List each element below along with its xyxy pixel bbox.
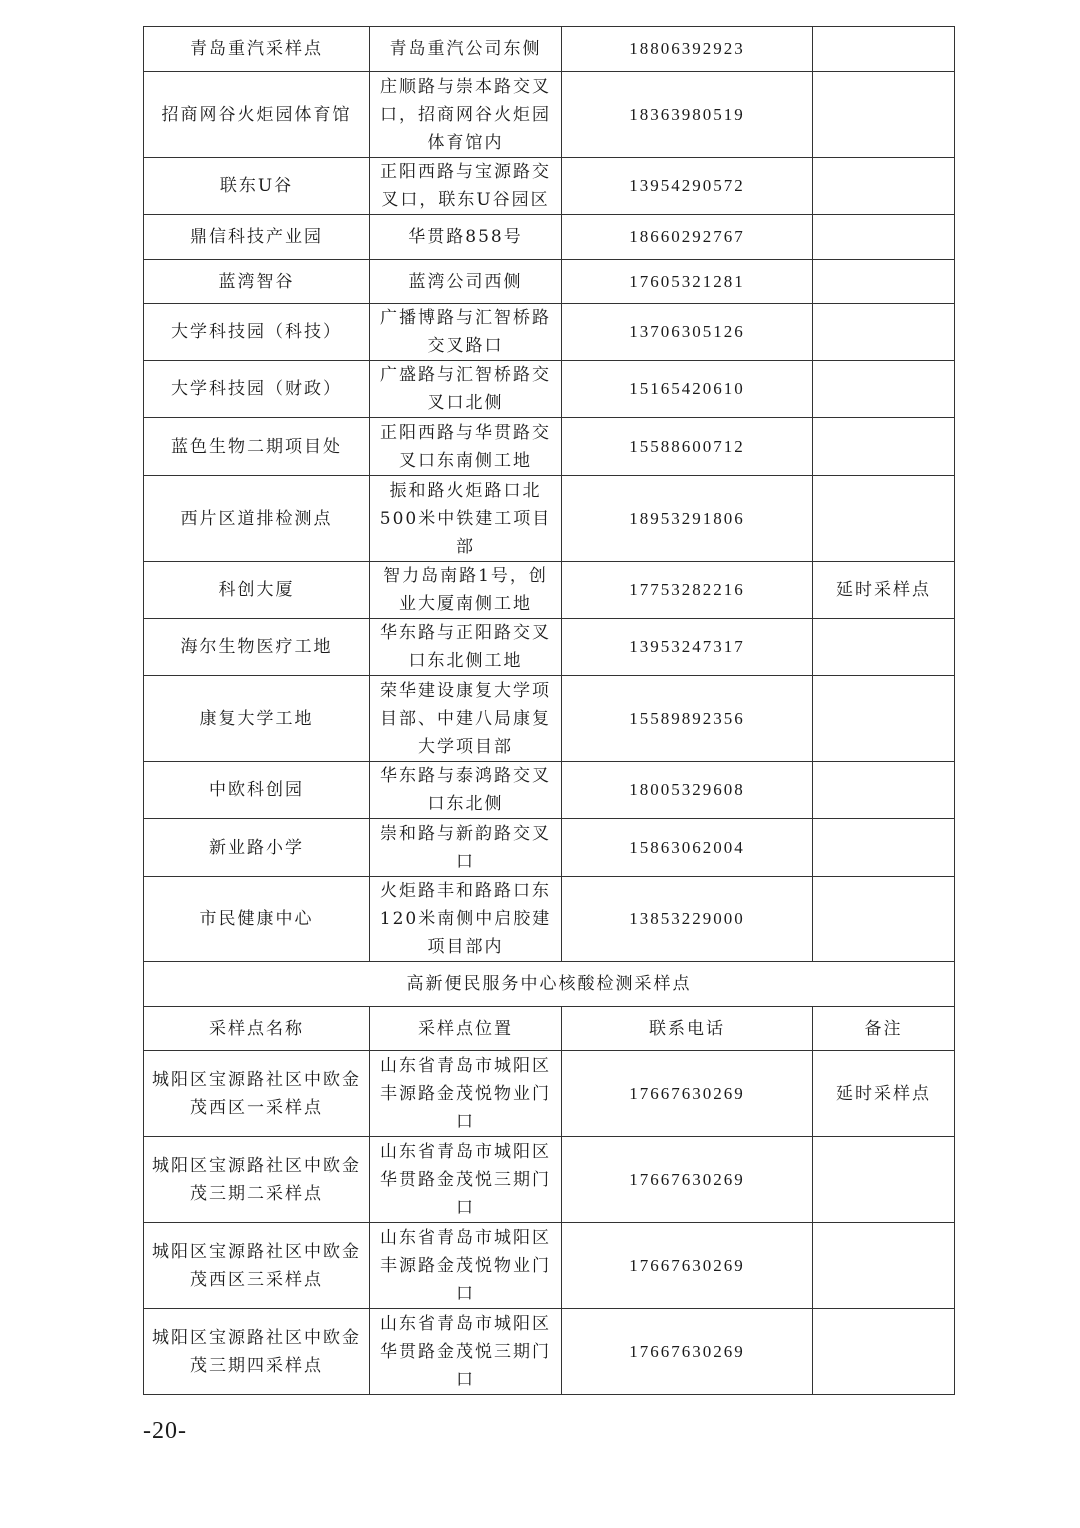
table-row bbox=[144, 1223, 955, 1309]
site-phone: 13853229000 bbox=[562, 877, 813, 962]
site-phone: 15589892356 bbox=[562, 676, 813, 762]
site-note bbox=[813, 158, 955, 215]
site-note bbox=[813, 819, 955, 877]
site-address: 华东路与正阳路交叉口东北侧工地 bbox=[370, 619, 562, 676]
site-note bbox=[813, 877, 955, 962]
site-note: 延时采样点 bbox=[813, 562, 955, 619]
site-note bbox=[813, 260, 955, 304]
site-note bbox=[813, 72, 955, 158]
site-note bbox=[813, 476, 955, 562]
site-note bbox=[813, 619, 955, 676]
site-name: 蓝色生物二期项目处 bbox=[144, 418, 370, 476]
site-name: 中欧科创园 bbox=[144, 762, 370, 819]
site-address: 华贯路858号 bbox=[370, 215, 562, 260]
site-phone: 15863062004 bbox=[562, 819, 813, 877]
site-note bbox=[813, 1223, 955, 1309]
site-phone: 17605321281 bbox=[562, 260, 813, 304]
table-row bbox=[144, 562, 955, 619]
site-name: 海尔生物医疗工地 bbox=[144, 619, 370, 676]
site-name: 联东U谷 bbox=[144, 158, 370, 215]
page-number: -20- bbox=[143, 1418, 187, 1444]
site-phone: 13953247317 bbox=[562, 619, 813, 676]
site-name: 城阳区宝源路社区中欧金茂西区三采样点 bbox=[144, 1223, 370, 1309]
site-address: 火炬路丰和路路口东120米南侧中启胶建项目部内 bbox=[370, 877, 562, 962]
site-address: 正阳西路与华贯路交叉口东南侧工地 bbox=[370, 418, 562, 476]
table-row bbox=[144, 819, 955, 877]
header-address: 采样点位置 bbox=[370, 1007, 562, 1051]
site-name: 招商网谷火炬园体育馆 bbox=[144, 72, 370, 158]
table-row bbox=[144, 158, 955, 215]
site-address: 山东省青岛市城阳区丰源路金茂悦物业门口 bbox=[370, 1051, 562, 1137]
section-title-row bbox=[144, 962, 955, 1007]
site-address: 青岛重汽公司东侧 bbox=[370, 27, 562, 72]
site-phone: 18806392923 bbox=[562, 27, 813, 72]
site-address: 华东路与泰鸿路交叉口东北侧 bbox=[370, 762, 562, 819]
site-note: 延时采样点 bbox=[813, 1051, 955, 1137]
site-name: 大学科技园（财政） bbox=[144, 361, 370, 418]
site-address: 广盛路与汇智桥路交叉口北侧 bbox=[370, 361, 562, 418]
site-note bbox=[813, 361, 955, 418]
site-phone: 17667630269 bbox=[562, 1223, 813, 1309]
site-name: 科创大厦 bbox=[144, 562, 370, 619]
site-note bbox=[813, 215, 955, 260]
table-row bbox=[144, 1051, 955, 1137]
site-phone: 17667630269 bbox=[562, 1309, 813, 1395]
site-name: 市民健康中心 bbox=[144, 877, 370, 962]
section-title: 高新便民服务中心核酸检测采样点 bbox=[144, 962, 955, 1007]
table-row bbox=[144, 476, 955, 562]
header-note: 备注 bbox=[813, 1007, 955, 1051]
site-note bbox=[813, 27, 955, 72]
site-address: 崇和路与新韵路交叉口 bbox=[370, 819, 562, 877]
sampling-points-table bbox=[143, 26, 955, 1395]
site-phone: 13706305126 bbox=[562, 304, 813, 361]
table-row bbox=[144, 418, 955, 476]
table-row bbox=[144, 72, 955, 158]
site-name: 西片区道排检测点 bbox=[144, 476, 370, 562]
site-address: 广播博路与汇智桥路交叉路口 bbox=[370, 304, 562, 361]
site-name: 城阳区宝源路社区中欧金茂三期二采样点 bbox=[144, 1137, 370, 1223]
site-address: 荣华建设康复大学项目部、中建八局康复大学项目部 bbox=[370, 676, 562, 762]
site-name: 新业路小学 bbox=[144, 819, 370, 877]
site-phone: 17667630269 bbox=[562, 1051, 813, 1137]
site-phone: 18953291806 bbox=[562, 476, 813, 562]
site-name: 大学科技园（科技） bbox=[144, 304, 370, 361]
site-phone: 18005329608 bbox=[562, 762, 813, 819]
site-address: 蓝湾公司西侧 bbox=[370, 260, 562, 304]
site-name: 青岛重汽采样点 bbox=[144, 27, 370, 72]
site-name: 鼎信科技产业园 bbox=[144, 215, 370, 260]
table-row bbox=[144, 260, 955, 304]
site-phone: 15165420610 bbox=[562, 361, 813, 418]
site-note bbox=[813, 304, 955, 361]
site-address: 振和路火炬路口北500米中铁建工项目部 bbox=[370, 476, 562, 562]
site-note bbox=[813, 762, 955, 819]
site-phone: 18363980519 bbox=[562, 72, 813, 158]
site-name: 蓝湾智谷 bbox=[144, 260, 370, 304]
site-name: 城阳区宝源路社区中欧金茂西区一采样点 bbox=[144, 1051, 370, 1137]
site-name: 城阳区宝源路社区中欧金茂三期四采样点 bbox=[144, 1309, 370, 1395]
site-address: 山东省青岛市城阳区华贯路金茂悦三期门口 bbox=[370, 1309, 562, 1395]
table-row bbox=[144, 676, 955, 762]
site-phone: 17753282216 bbox=[562, 562, 813, 619]
site-phone: 15588600712 bbox=[562, 418, 813, 476]
header-name: 采样点名称 bbox=[144, 1007, 370, 1051]
site-phone: 17667630269 bbox=[562, 1137, 813, 1223]
table-row bbox=[144, 1137, 955, 1223]
site-address: 正阳西路与宝源路交叉口，联东U谷园区 bbox=[370, 158, 562, 215]
header-row bbox=[144, 1007, 955, 1051]
site-address: 庄顺路与崇本路交叉口，招商网谷火炬园体育馆内 bbox=[370, 72, 562, 158]
site-address: 山东省青岛市城阳区丰源路金茂悦物业门口 bbox=[370, 1223, 562, 1309]
site-note bbox=[813, 676, 955, 762]
site-name: 康复大学工地 bbox=[144, 676, 370, 762]
site-phone: 18660292767 bbox=[562, 215, 813, 260]
site-note bbox=[813, 1137, 955, 1223]
table-row bbox=[144, 361, 955, 418]
site-note bbox=[813, 1309, 955, 1395]
table-row bbox=[144, 27, 955, 72]
table-row bbox=[144, 215, 955, 260]
site-address: 山东省青岛市城阳区华贯路金茂悦三期门口 bbox=[370, 1137, 562, 1223]
table-row bbox=[144, 762, 955, 819]
table-row bbox=[144, 1309, 955, 1395]
table-row bbox=[144, 619, 955, 676]
site-note bbox=[813, 418, 955, 476]
site-address: 智力岛南路1号，创业大厦南侧工地 bbox=[370, 562, 562, 619]
site-phone: 13954290572 bbox=[562, 158, 813, 215]
table-row bbox=[144, 304, 955, 361]
header-phone: 联系电话 bbox=[562, 1007, 813, 1051]
table-row bbox=[144, 877, 955, 962]
